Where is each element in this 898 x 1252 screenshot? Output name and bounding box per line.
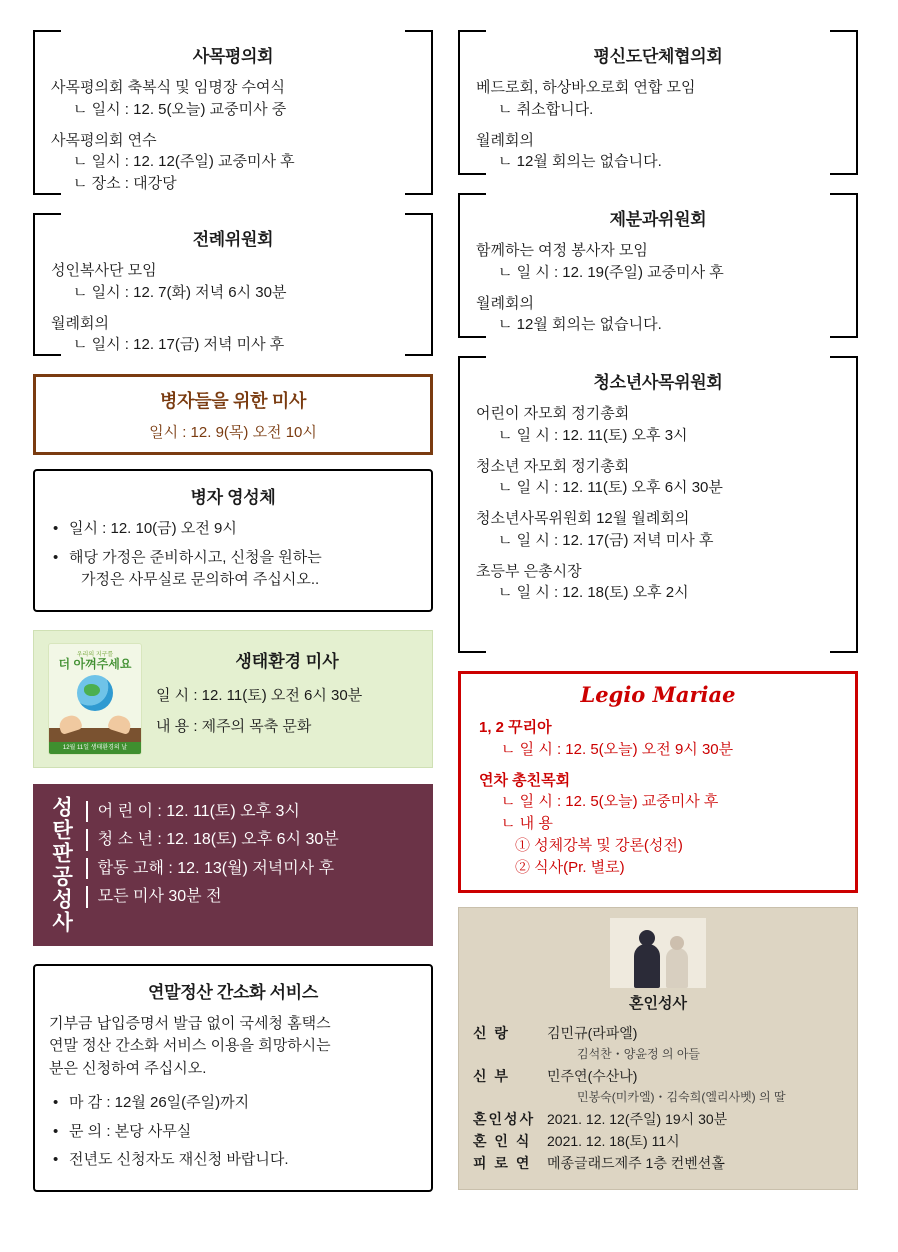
entry-extra: ② 식사(Pr. 별로)	[515, 858, 625, 876]
tax-paragraph-line: 기부금 납입증명서 발급 없이 국세청 홈택스	[49, 1014, 331, 1032]
wedding-row	[473, 1153, 843, 1174]
edge-left	[33, 239, 35, 330]
entry-head: 월례회의	[51, 314, 109, 332]
section-title: 연말정산 간소화 서비스	[147, 982, 319, 1002]
entry	[472, 293, 844, 337]
entry-sub: ㄴ 일 시 : 12. 5(오늘) 오전 9시 30분	[501, 740, 734, 758]
entry-sub: ㄴ 12월 회의는 없습니다.	[498, 316, 662, 334]
entry	[472, 130, 844, 174]
confession-lines	[80, 794, 421, 936]
wedding-label: 피 로 연	[473, 1155, 532, 1172]
poster-top-text: 우리의 지구를	[76, 651, 114, 658]
entry-head: 함께하는 여정 봉사자 모임	[476, 242, 648, 259]
entry-head: 청소년 자모회 정기총회	[476, 457, 630, 475]
wedding-value: 2021. 12. 18(토) 11시	[547, 1133, 680, 1150]
entry-head: 성인복사단 모임	[51, 262, 157, 279]
entry	[475, 717, 841, 761]
corner-tl	[33, 30, 61, 58]
entry	[472, 240, 844, 284]
corner-tr	[830, 193, 858, 221]
entry-sub: ㄴ 일 시 : 12. 19(주일) 교중미사 후	[498, 263, 724, 281]
entry-head: 사목평의회 축복식 및 임명장 수여식	[51, 79, 286, 96]
section-title: 제분과위원회	[609, 210, 707, 229]
confession-vertical-title: 성탄판공성사	[49, 795, 73, 934]
section-jebungwa-committee	[458, 193, 858, 338]
wedding-row	[473, 1023, 843, 1044]
edge-left	[458, 382, 460, 627]
entry	[47, 77, 419, 121]
section-title: Legio Mariae	[580, 682, 736, 707]
wedding-row	[473, 1131, 843, 1152]
entry	[47, 260, 419, 304]
wedding-row	[473, 1109, 843, 1130]
wedding-label: 혼 인 식	[473, 1133, 532, 1150]
entry-head: 월례회의	[476, 294, 534, 312]
entry	[475, 770, 841, 879]
section-legio-mariae	[458, 671, 858, 893]
section-title: 사목평의회	[192, 47, 274, 66]
bullet-item: • 문 의 : 본당 사무실	[49, 1121, 417, 1144]
edge-right	[431, 239, 433, 330]
entry-head: 사목평의회 연수	[51, 131, 157, 149]
section-title: 평신도단체협의회	[593, 47, 723, 66]
corner-br	[405, 328, 433, 356]
corner-tl	[458, 193, 486, 221]
entry-extra: ① 성체강복 및 강론(성전)	[515, 836, 683, 854]
entry	[47, 313, 419, 357]
globe-icon	[77, 675, 113, 711]
corner-br	[405, 167, 433, 195]
edge-left	[458, 56, 460, 149]
entry-head: 어린이 자모회 정기총회	[476, 405, 630, 422]
tax-paragraph-line: 연말 정산 간소화 서비스 이용을 희망하시는	[49, 1037, 331, 1054]
edge-left	[33, 56, 35, 169]
entry-sub: ㄴ 취소합니다.	[498, 100, 594, 118]
entry	[47, 130, 419, 195]
corner-tl	[33, 213, 61, 241]
entry	[472, 508, 844, 552]
eco-line: 내 용 : 제주의 목축 문화	[156, 717, 312, 735]
entry-sub: ㄴ 일 시 : 12. 17(금) 저녁 미사 후	[498, 531, 714, 549]
entry	[472, 561, 844, 605]
edge-right	[856, 219, 858, 312]
section-title: 전례위원회	[192, 230, 274, 249]
entry	[472, 77, 844, 121]
corner-tr	[405, 30, 433, 58]
wedding-subtext: 민봉숙(미카엘)・김숙희(엘리사벳) 의 딸	[577, 1090, 786, 1105]
wedding-row	[473, 1066, 843, 1087]
eco-poster-image	[48, 643, 142, 755]
bullet-text: 해당 가정은 준비하시고, 신청을 원하는	[69, 548, 322, 566]
entry-head: 초등부 은총시장	[476, 562, 582, 580]
wedding-photo	[610, 918, 706, 988]
entry-sub: ㄴ 일 시 : 12. 18(토) 오후 2시	[498, 584, 689, 602]
entry-head: 연차 총친목회	[479, 771, 571, 789]
bullet-item	[49, 547, 417, 592]
corner-tr	[405, 213, 433, 241]
section-title: 생태환경 미사	[235, 651, 339, 671]
entry-sub: ㄴ 일 시 : 12. 11(토) 오후 3시	[498, 426, 688, 444]
entry-sub: ㄴ 12월 회의는 없습니다.	[498, 153, 662, 171]
section-sick-mass	[33, 374, 433, 455]
eco-line: 일 시 : 12. 11(토) 오전 6시 30분	[156, 686, 363, 704]
entry-head: 월례회의	[476, 131, 534, 149]
edge-right	[856, 56, 858, 149]
confession-line: 모든 미사 30분 전	[86, 886, 421, 908]
wedding-value: 민주연(수산나)	[547, 1068, 638, 1085]
eco-text	[156, 643, 418, 755]
section-title: 병자들을 위한 미사	[159, 391, 307, 411]
edge-right	[856, 382, 858, 627]
corner-bl	[458, 310, 486, 338]
corner-tr	[830, 356, 858, 384]
section-title: 병자 영성체	[190, 488, 276, 507]
section-sick-communion	[33, 469, 433, 612]
bullet-item: • 전년도 신청자도 재신청 바랍니다.	[49, 1149, 417, 1172]
wedding-value: 김민규(라파엘)	[547, 1025, 638, 1042]
hands-icon	[49, 710, 141, 732]
section-youth-committee	[458, 356, 858, 653]
entry-sub: ㄴ 일시 : 12. 5(오늘) 교중미사 중	[73, 100, 287, 118]
tax-paragraph-line: 분은 신청하여 주십시오.	[49, 1059, 207, 1077]
section-christmas-confession	[33, 784, 433, 946]
corner-bl	[458, 147, 486, 175]
wedding-label: 혼인성사	[473, 1111, 536, 1128]
entry-head: 베드로회, 하상바오로회 연합 모임	[476, 79, 696, 96]
section-tax-service	[33, 964, 433, 1192]
corner-br	[830, 310, 858, 338]
wedding-label: 신 부	[473, 1068, 510, 1085]
wedding-subtext: 김석찬・양윤정 의 아들	[577, 1047, 700, 1062]
entry-sub: ㄴ 일 시 : 12. 11(토) 오후 6시 30분	[498, 479, 723, 497]
entry	[472, 403, 844, 447]
corner-br	[830, 625, 858, 653]
section-eco-mass	[33, 630, 433, 768]
edge-right	[431, 56, 433, 169]
groom-figure	[634, 944, 660, 988]
confession-line: 합동 고해 : 12. 13(월) 저녁미사 후	[86, 858, 421, 880]
section-title: 청소년사목위원회	[593, 373, 723, 392]
entry-sub: ㄴ 일 시 : 12. 5(오늘) 교중미사 후	[501, 793, 719, 811]
entry-head: 1, 2 꾸리아	[479, 719, 552, 736]
poster-band-text: 12월 11일 생태환경의 날	[49, 742, 141, 754]
entry	[472, 456, 844, 500]
entry-head: 청소년사목위원회 12월 월례회의	[476, 510, 690, 527]
sick-mass-schedule: 일시 : 12. 9(목) 오전 10시	[149, 424, 317, 441]
section-laity-council	[458, 30, 858, 175]
entry-sub: ㄴ 일시 : 12. 7(화) 저녁 6시 30분	[73, 283, 287, 301]
section-wedding	[458, 907, 858, 1190]
wedding-value: 메종글래드제주 1층 컨벤션홀	[547, 1155, 725, 1172]
tax-paragraph	[49, 1013, 417, 1081]
corner-tl	[458, 356, 486, 384]
bullet-text-cont: 가정은 사무실로 문의하여 주십시오..	[81, 571, 320, 588]
corner-bl	[458, 625, 486, 653]
wedding-caption: 혼인성사	[629, 995, 687, 1013]
right-column	[458, 30, 858, 1190]
bullet-item	[49, 518, 417, 541]
section-pastoral-council	[33, 30, 433, 195]
wedding-label: 신 랑	[473, 1025, 510, 1042]
confession-line: 어 린 이 : 12. 11(토) 오후 3시	[86, 801, 421, 823]
entry-sub: ㄴ 일시 : 12. 17(금) 저녁 미사 후	[73, 336, 285, 354]
bride-figure	[666, 948, 688, 988]
corner-tr	[830, 30, 858, 58]
corner-bl	[33, 167, 61, 195]
edge-left	[458, 219, 460, 312]
bullet-item: • 마 감 : 12월 26일(주일)까지	[49, 1092, 417, 1115]
left-column	[33, 30, 433, 1210]
entry-sub: ㄴ 장소 : 대강당	[73, 175, 177, 192]
confession-line: 청 소 년 : 12. 18(토) 오후 6시 30분	[86, 829, 421, 851]
bullet-text: 일시 : 12. 10(금) 오전 9시	[69, 520, 237, 537]
corner-br	[830, 147, 858, 175]
corner-tl	[458, 30, 486, 58]
section-liturgy-committee	[33, 213, 433, 356]
entry-sub: ㄴ 일시 : 12. 12(주일) 교중미사 후	[73, 153, 295, 171]
poster-main-text: 더 아껴주세요	[58, 656, 132, 671]
wedding-value: 2021. 12. 12(주일) 19시 30분	[547, 1111, 728, 1128]
corner-bl	[33, 328, 61, 356]
entry-sub: ㄴ 내 용	[501, 815, 553, 832]
